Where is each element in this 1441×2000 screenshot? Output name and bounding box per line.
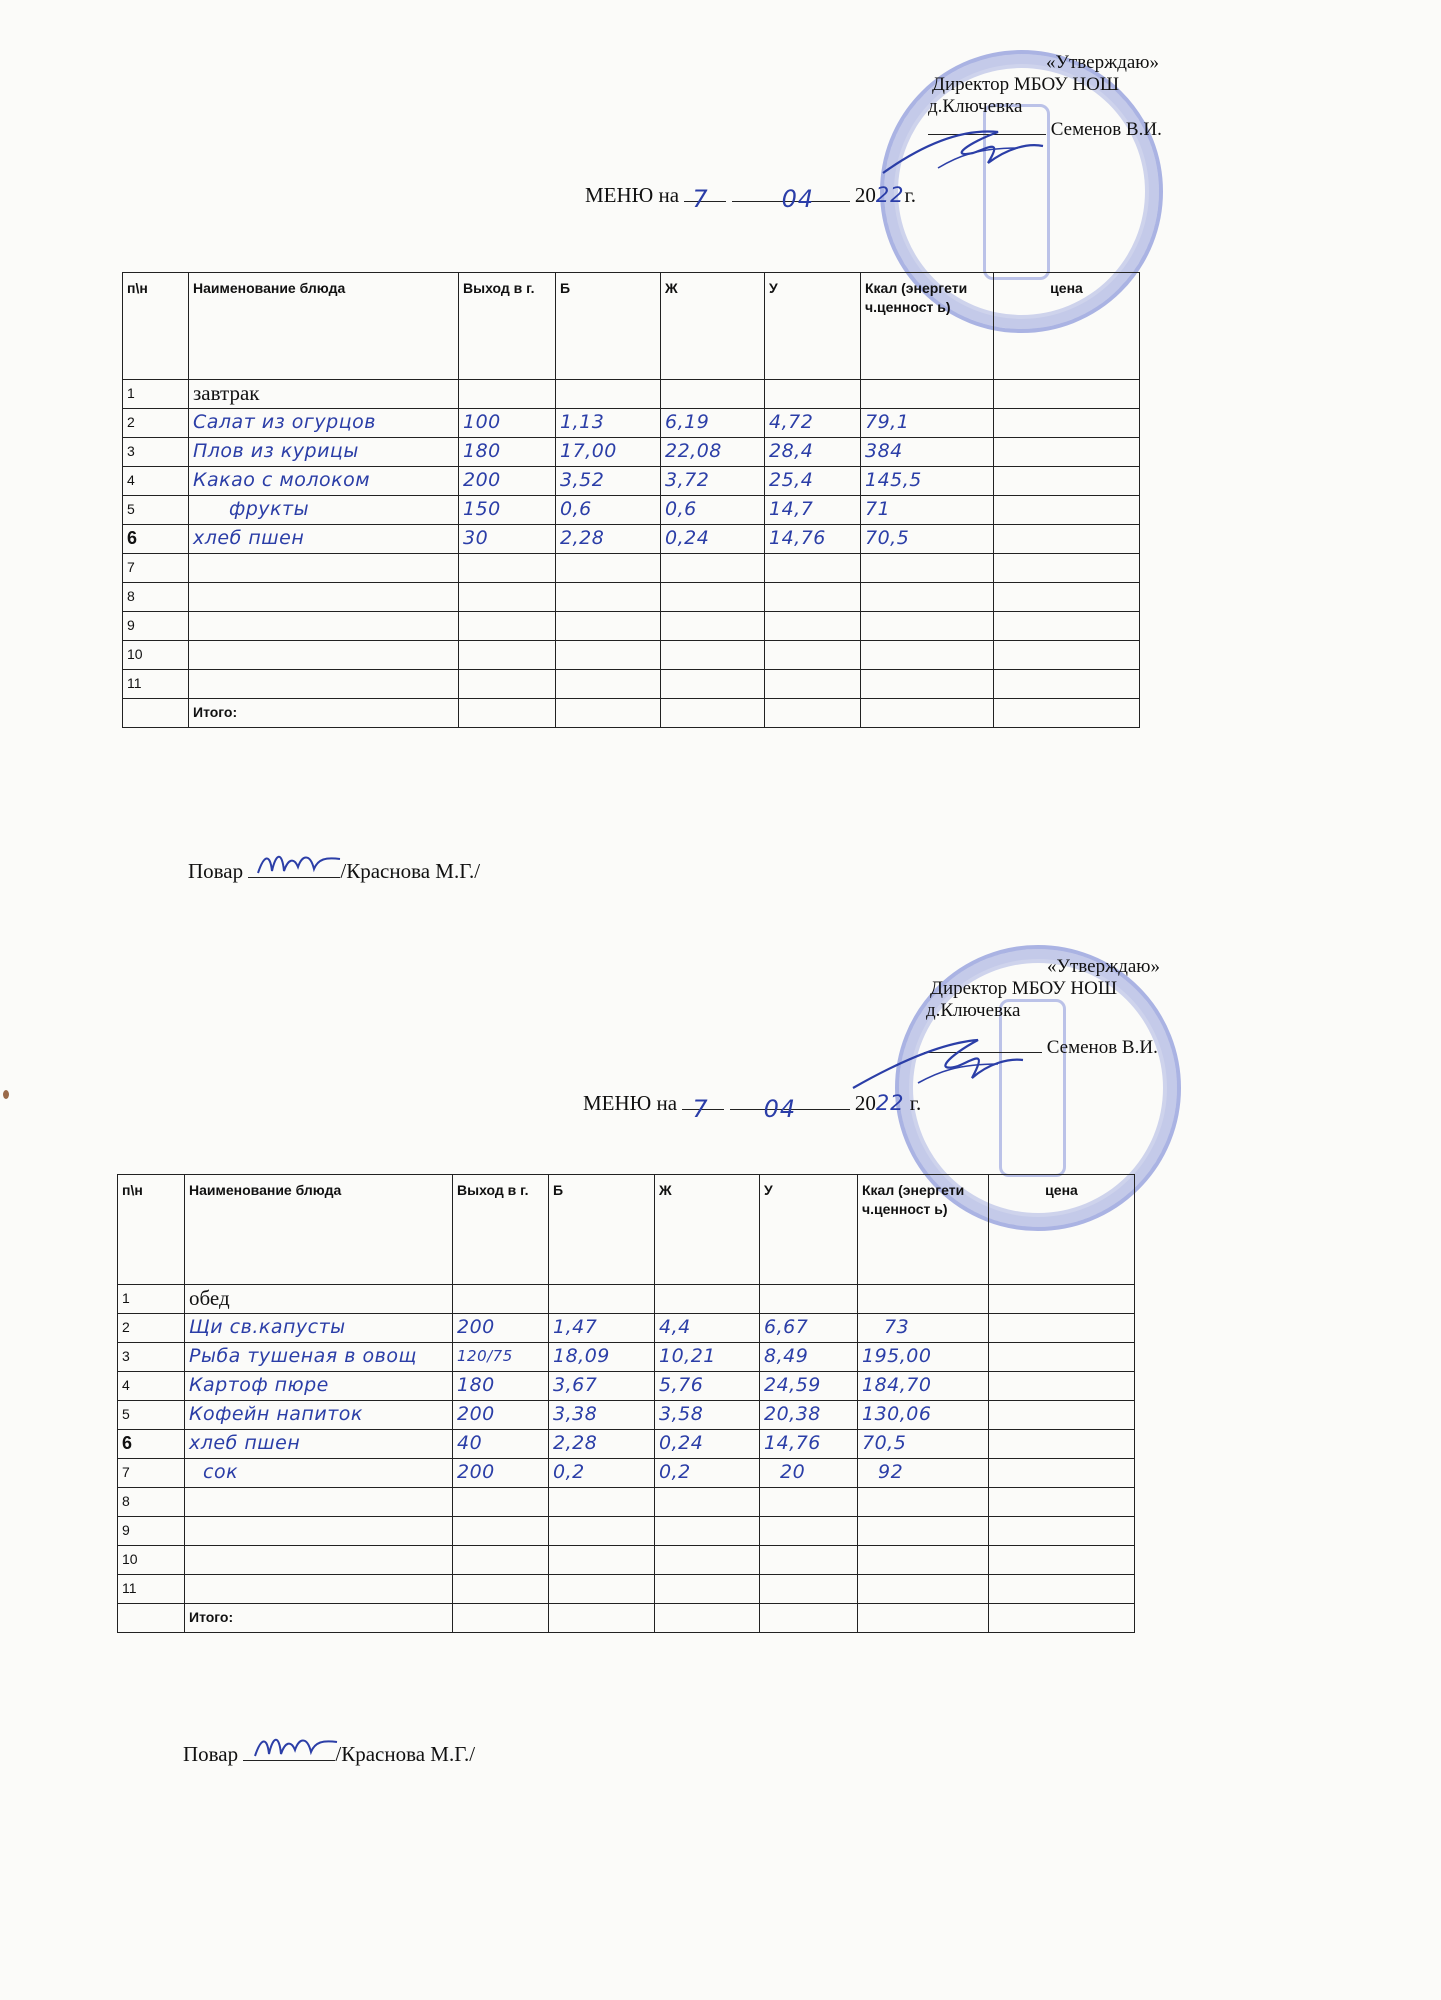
cell-dish-name [185, 1575, 453, 1604]
row-number: 11 [123, 670, 189, 699]
cell-yield: 200 [459, 467, 556, 496]
approval-place: д.Ключевка [926, 1000, 1021, 1021]
table-row [118, 1314, 1135, 1343]
header-price: цена [994, 273, 1140, 380]
menu-date-month-field [730, 1095, 850, 1123]
table-row [118, 1430, 1135, 1459]
cell-fat [655, 1517, 760, 1546]
cell-protein [549, 1575, 655, 1604]
cell-carbs: 8,49 [760, 1343, 858, 1372]
menu-date-month: 04 [781, 185, 815, 213]
cook-name: /Краснова М.Г./ [335, 1742, 476, 1766]
total-fat [655, 1604, 760, 1633]
cell-carbs [760, 1546, 858, 1575]
cook-signature-field [243, 1738, 335, 1761]
menu-year-prefix: 20 [854, 183, 876, 207]
total-kcal [858, 1604, 989, 1633]
cell-kcal [858, 1517, 989, 1546]
cell-yield: 120/75 [453, 1343, 549, 1372]
header-dish-name: Наименование блюда [185, 1175, 453, 1285]
cell-kcal: 70,5 [861, 525, 994, 554]
cell-yield [453, 1285, 549, 1314]
row-number: 3 [123, 438, 189, 467]
menu-title [583, 1091, 922, 1123]
header-price: цена [989, 1175, 1135, 1285]
cell-protein [549, 1488, 655, 1517]
cell-fat: 22,08 [661, 438, 765, 467]
cell-yield: 180 [459, 438, 556, 467]
cell-dish-name: хлеб пшен [185, 1430, 453, 1459]
header-kcal: Ккал (энергети ч.ценност ь) [858, 1175, 989, 1285]
row-number: 9 [123, 612, 189, 641]
row-number: 5 [118, 1401, 185, 1430]
cell-yield: 200 [453, 1401, 549, 1430]
cell-yield: 150 [459, 496, 556, 525]
cell-fat [655, 1285, 760, 1314]
cell-kcal: 195,00 [858, 1343, 989, 1372]
cook-signature-line [183, 1738, 475, 1767]
row-number: 1 [123, 380, 189, 409]
cell-dish-name: Плов из курицы [189, 438, 459, 467]
cell-yield [453, 1575, 549, 1604]
cell-protein: 2,28 [549, 1430, 655, 1459]
cell-carbs [760, 1488, 858, 1517]
cell-price [989, 1372, 1135, 1401]
cell-dish-name: сок [185, 1459, 453, 1488]
menu-title-prefix: МЕНЮ на [583, 1091, 678, 1115]
table-row [118, 1546, 1135, 1575]
cell-price [989, 1343, 1135, 1372]
total-protein [549, 1604, 655, 1633]
director-position: Директор МБОУ НОШ [932, 74, 1119, 95]
total-carbs [760, 1604, 858, 1633]
menu-date-month: 04 [763, 1095, 797, 1123]
cell-price [989, 1459, 1135, 1488]
row-number: 9 [118, 1517, 185, 1546]
cell-fat [655, 1575, 760, 1604]
cell-carbs: 4,72 [765, 409, 861, 438]
cell-fat: 10,21 [655, 1343, 760, 1372]
table-row [118, 1285, 1135, 1314]
row-number: 2 [118, 1314, 185, 1343]
row-number: 11 [118, 1575, 185, 1604]
menu-title-prefix: МЕНЮ на [585, 183, 680, 207]
cell-price [989, 1488, 1135, 1517]
header-carbs: У [765, 273, 861, 380]
cell-protein: 0,6 [556, 496, 661, 525]
table-row [118, 1401, 1135, 1430]
cell-protein: 17,00 [556, 438, 661, 467]
cell-protein [549, 1546, 655, 1575]
cell-carbs [760, 1285, 858, 1314]
menu-date-day: 7 [692, 1095, 709, 1123]
row-number: 4 [118, 1372, 185, 1401]
cell-yield: 30 [459, 525, 556, 554]
approval-heading: «Утверждаю» [1047, 956, 1160, 977]
cell-kcal: 184,70 [858, 1372, 989, 1401]
cell-protein: 3,67 [549, 1372, 655, 1401]
cell-yield: 180 [453, 1372, 549, 1401]
cell-dish-name: фрукты [189, 496, 459, 525]
cell-kcal [858, 1546, 989, 1575]
cell-protein: 1,13 [556, 409, 661, 438]
cell-protein: 2,28 [556, 525, 661, 554]
table-row [118, 1372, 1135, 1401]
cell-carbs: 6,67 [760, 1314, 858, 1343]
cell-dish-name: Щи св.капусты [185, 1314, 453, 1343]
paper-spot [3, 1090, 9, 1099]
header-fat: Ж [655, 1175, 760, 1285]
header-dish-name: Наименование блюда [189, 273, 459, 380]
cell-carbs: 28,4 [765, 438, 861, 467]
cell-price [989, 1285, 1135, 1314]
menu-table [117, 1174, 1135, 1633]
row-number: 2 [123, 409, 189, 438]
cell-kcal: 384 [861, 438, 994, 467]
approval-place: д.Ключевка [928, 96, 1023, 117]
cell-price [989, 1401, 1135, 1430]
menu-year-suffix: 22 [875, 183, 905, 207]
meal-label: завтрак [189, 380, 459, 409]
table-row [118, 1343, 1135, 1372]
cell-fat: 5,76 [655, 1372, 760, 1401]
cell-carbs: 14,76 [765, 525, 861, 554]
table-header-row [118, 1175, 1135, 1285]
cell-carbs: 20 [760, 1459, 858, 1488]
menu-date-day: 7 [692, 185, 709, 213]
director-name: Семенов В.И. [1050, 119, 1162, 140]
menu-year-prefix: 20 [854, 1091, 876, 1115]
row-number: 7 [123, 554, 189, 583]
cell-yield [453, 1546, 549, 1575]
menu-year-end: г. [904, 183, 917, 207]
cell-carbs: 25,4 [765, 467, 861, 496]
table-row [118, 1459, 1135, 1488]
table-row [118, 1517, 1135, 1546]
director-position: Директор МБОУ НОШ [930, 978, 1117, 999]
cook-label: Повар [183, 1742, 239, 1766]
cook-label: Повар [188, 859, 244, 883]
row-number: 4 [123, 467, 189, 496]
cell-dish-name: Кофейн напиток [185, 1401, 453, 1430]
total-price [989, 1604, 1135, 1633]
cell-dish-name [185, 1546, 453, 1575]
cell-yield [453, 1517, 549, 1546]
row-number: 6 [123, 525, 189, 554]
cell-kcal [858, 1488, 989, 1517]
menu-year-suffix: 22 [875, 1091, 905, 1115]
director-name: Семенов В.И. [1046, 1037, 1158, 1058]
cell-price [989, 1314, 1135, 1343]
row-number: 5 [123, 496, 189, 525]
cell-fat: 3,72 [661, 467, 765, 496]
cell-dish-name: Салат из огурцов [189, 409, 459, 438]
cell-yield: 100 [459, 409, 556, 438]
cell-dish-name: Какао с молоком [189, 467, 459, 496]
row-number: 8 [118, 1488, 185, 1517]
approval-heading: «Утверждаю» [1046, 52, 1159, 73]
cell-carbs: 14,76 [760, 1430, 858, 1459]
cell-fat: 3,58 [655, 1401, 760, 1430]
header-protein: Б [556, 273, 661, 380]
director-signature [848, 1028, 1028, 1098]
row-number: 1 [118, 1285, 185, 1314]
cell-fat: 0,6 [661, 496, 765, 525]
cell-protein: 0,2 [549, 1459, 655, 1488]
row-number: 3 [118, 1343, 185, 1372]
cell-protein [549, 1285, 655, 1314]
row-number: 8 [123, 583, 189, 612]
cell-yield: 200 [453, 1314, 549, 1343]
cell-protein: 3,38 [549, 1401, 655, 1430]
total-label: Итого: [185, 1604, 453, 1633]
row-number: 10 [123, 641, 189, 670]
row-number: 10 [118, 1546, 185, 1575]
cell-fat: 0,24 [655, 1430, 760, 1459]
cell-fat [655, 1488, 760, 1517]
cell-dish-name: Рыба тушеная в овощ [185, 1343, 453, 1372]
cell-carbs: 20,38 [760, 1401, 858, 1430]
cell-kcal: 92 [858, 1459, 989, 1488]
total-yield [453, 1604, 549, 1633]
header-num: п\н [123, 273, 189, 380]
total-label: Итого: [189, 699, 459, 728]
cell-protein: 3,52 [556, 467, 661, 496]
row-number: 7 [118, 1459, 185, 1488]
cell-protein [549, 1517, 655, 1546]
cell-dish-name: Картоф пюре [185, 1372, 453, 1401]
cell-fat [655, 1546, 760, 1575]
cell-kcal [858, 1285, 989, 1314]
cell-price [989, 1430, 1135, 1459]
cell-dish-name [185, 1517, 453, 1546]
header-yield: Выход в г. [453, 1175, 549, 1285]
cell-fat: 4,4 [655, 1314, 760, 1343]
cook-signature [251, 1728, 341, 1762]
cell-kcal: 130,06 [858, 1401, 989, 1430]
meal-label: обед [185, 1285, 453, 1314]
cell-dish-name [185, 1488, 453, 1517]
header-kcal: Ккал (энергети ч.ценност ь) [861, 273, 994, 380]
cell-price [989, 1575, 1135, 1604]
menu-date-day-field [682, 1095, 724, 1123]
header-fat: Ж [661, 273, 765, 380]
table-row [118, 1488, 1135, 1517]
cell-kcal: 73 [858, 1314, 989, 1343]
cell-protein: 18,09 [549, 1343, 655, 1372]
cell-carbs [760, 1517, 858, 1546]
cell-kcal: 79,1 [861, 409, 994, 438]
header-yield: Выход в г. [459, 273, 556, 380]
header-carbs: У [760, 1175, 858, 1285]
cell-fat: 0,24 [661, 525, 765, 554]
header-num: п\н [118, 1175, 185, 1285]
header-protein: Б [549, 1175, 655, 1285]
cell-price [989, 1517, 1135, 1546]
cell-price [989, 1546, 1135, 1575]
cell-kcal: 70,5 [858, 1430, 989, 1459]
cell-carbs: 24,59 [760, 1372, 858, 1401]
cell-fat: 0,2 [655, 1459, 760, 1488]
cook-name: /Краснова М.Г./ [340, 859, 481, 883]
cell-carbs [760, 1575, 858, 1604]
cell-fat: 6,19 [661, 409, 765, 438]
total-row [118, 1604, 1135, 1633]
cell-yield [453, 1488, 549, 1517]
table-row [118, 1575, 1135, 1604]
cell-yield: 200 [453, 1459, 549, 1488]
total-num-cell [118, 1604, 185, 1633]
cell-carbs: 14,7 [765, 496, 861, 525]
row-number: 6 [118, 1430, 185, 1459]
cell-kcal [858, 1575, 989, 1604]
cell-kcal: 145,5 [861, 467, 994, 496]
cell-yield: 40 [453, 1430, 549, 1459]
menu-year-end: г. [909, 1091, 922, 1115]
cell-kcal: 71 [861, 496, 994, 525]
cell-dish-name: хлеб пшен [189, 525, 459, 554]
cell-protein: 1,47 [549, 1314, 655, 1343]
